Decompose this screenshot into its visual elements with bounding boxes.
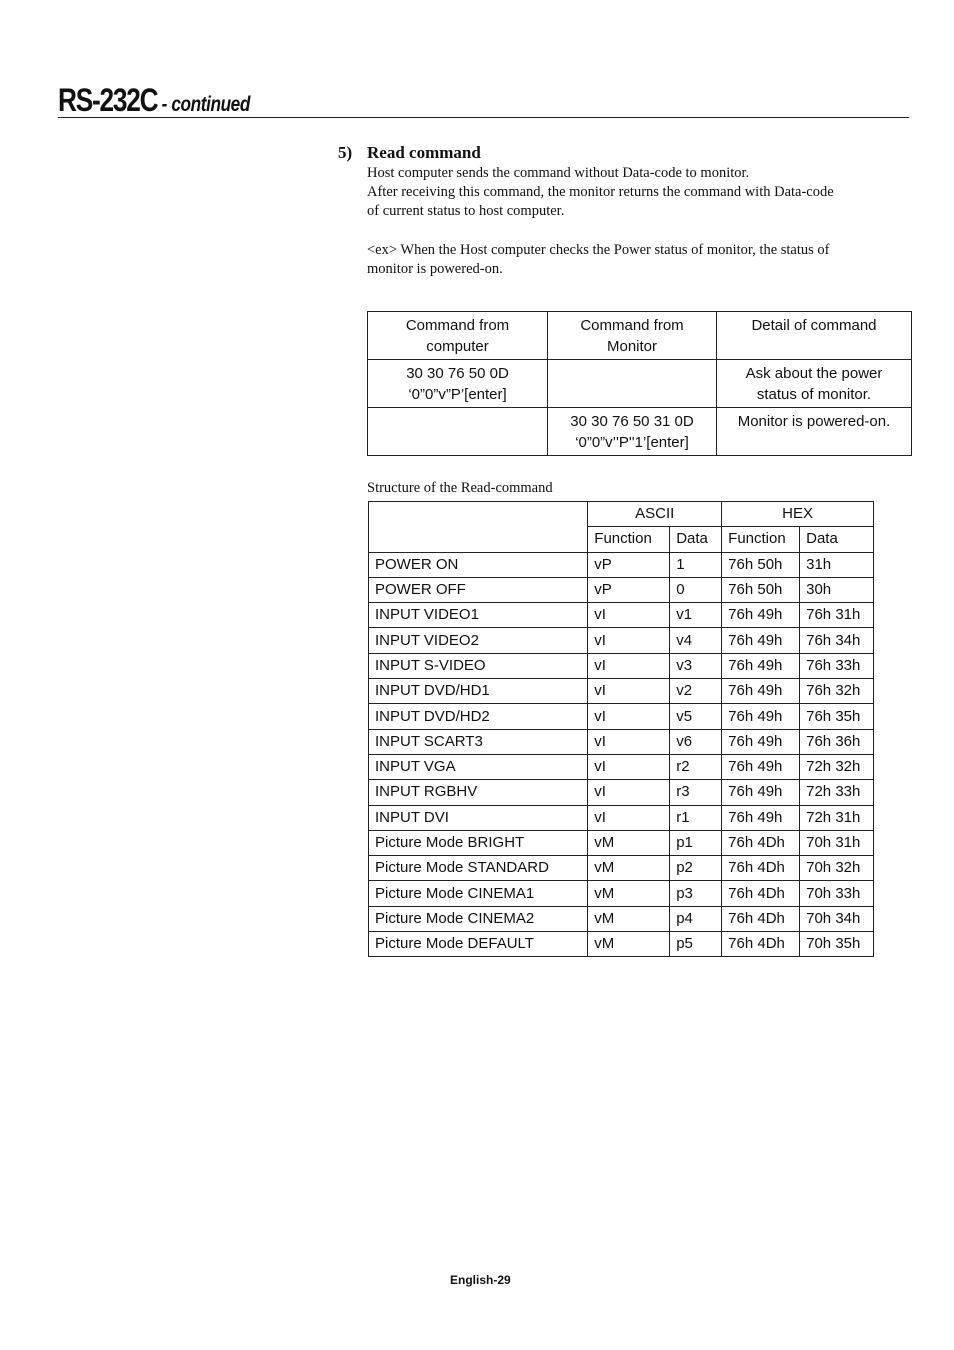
table-row: [369, 856, 874, 881]
page-title-main: RS-232C: [58, 82, 158, 118]
cell-item: INPUT RGBHV: [369, 780, 588, 805]
table-row: [369, 653, 874, 678]
cell-item: POWER ON: [369, 552, 588, 577]
table-row: [369, 830, 874, 855]
header-ascii-function: Function: [588, 527, 670, 552]
body-line: of current status to host computer.: [367, 203, 565, 220]
cell-ascii-data: p4: [670, 906, 722, 931]
cell-line: ‘0”0”v’'P''1’[enter]: [575, 434, 689, 451]
cell-hex-data: 70h 35h: [800, 932, 874, 957]
cell-hex-function: 76h 4Dh: [722, 881, 800, 906]
cell-ascii-data: p1: [670, 830, 722, 855]
cell-hex-data: 70h 33h: [800, 881, 874, 906]
cell-line: 30 30 76 50 31 0D: [570, 413, 694, 430]
cell-hex-data: 76h 34h: [800, 628, 874, 653]
cell-monitor-command: [548, 360, 717, 408]
paragraph-gap: [367, 222, 898, 241]
header-hex-data: Data: [800, 527, 874, 552]
cell-ascii-function: vI: [588, 628, 670, 653]
header-line: Command from: [580, 317, 684, 334]
cell-line: status of monitor.: [756, 386, 872, 403]
table-row: [369, 577, 874, 602]
cell-ascii-data: r2: [670, 754, 722, 779]
example-line: monitor is powered-on.: [367, 260, 503, 277]
table-row: [369, 552, 874, 577]
command-table: [367, 311, 912, 456]
cell-item: INPUT DVI: [369, 805, 588, 830]
structure-group-header-row: [369, 502, 874, 527]
cell-ascii-function: vM: [588, 906, 670, 931]
cell-hex-data: 70h 31h: [800, 830, 874, 855]
body-line: Host computer sends the command without Data-code to monitor.: [367, 165, 750, 181]
cell-computer-command: [368, 360, 548, 408]
section-title: Read command: [367, 143, 481, 162]
cell-hex-function: 76h 4Dh: [722, 856, 800, 881]
cell-computer-command: [368, 408, 548, 456]
cell-ascii-data: v1: [670, 603, 722, 628]
cell-monitor-command: [548, 408, 717, 456]
table-row: [369, 628, 874, 653]
cell-line: Ask about the power: [745, 365, 883, 382]
cell-ascii-data: r1: [670, 805, 722, 830]
cell-item: Picture Mode STANDARD: [369, 856, 588, 881]
cell-ascii-data: p2: [670, 856, 722, 881]
cell-hex-data: 76h 33h: [800, 653, 874, 678]
structure-table-body: [369, 552, 874, 957]
cell-ascii-data: p5: [670, 932, 722, 957]
table-row: [369, 805, 874, 830]
cell-ascii-function: vM: [588, 932, 670, 957]
cell-hex-function: 76h 49h: [722, 754, 800, 779]
structure-table: [368, 501, 874, 957]
command-table-row: [368, 408, 912, 456]
cell-hex-data: 76h 32h: [800, 679, 874, 704]
cell-ascii-function: vI: [588, 603, 670, 628]
cell-hex-data: 72h 33h: [800, 780, 874, 805]
table-row: [369, 729, 874, 754]
header-hex: HEX: [722, 502, 874, 527]
cell-ascii-function: vP: [588, 577, 670, 602]
cell-hex-function: 76h 4Dh: [722, 906, 800, 931]
cell-item: INPUT DVD/HD1: [369, 679, 588, 704]
header-line: Command from: [405, 317, 510, 334]
cell-item: Picture Mode DEFAULT: [369, 932, 588, 957]
table-row: [369, 881, 874, 906]
section-number: 5): [338, 143, 353, 162]
cell-item: INPUT DVD/HD2: [369, 704, 588, 729]
cell-item: INPUT SCART3: [369, 729, 588, 754]
page-header: [58, 84, 909, 118]
cell-ascii-function: vI: [588, 679, 670, 704]
cell-ascii-data: v4: [670, 628, 722, 653]
header-detail-of-command: [717, 312, 912, 360]
cell-hex-data: 30h: [800, 577, 874, 602]
command-table-row: [368, 360, 912, 408]
cell-hex-data: 31h: [800, 552, 874, 577]
cell-hex-function: 76h 49h: [722, 704, 800, 729]
page-number: English-29: [450, 1273, 511, 1287]
header-hex-function: Function: [722, 527, 800, 552]
cell-line: Monitor is powered-on.: [737, 413, 891, 430]
section-body: [367, 164, 898, 279]
cell-item: Picture Mode CINEMA2: [369, 906, 588, 931]
table-row: [369, 603, 874, 628]
page-title: [58, 82, 250, 119]
cell-ascii-data: 0: [670, 577, 722, 602]
cell-hex-data: 76h 31h: [800, 603, 874, 628]
cell-hex-data: 72h 31h: [800, 805, 874, 830]
cell-item: INPUT VIDEO2: [369, 628, 588, 653]
table-row: [369, 780, 874, 805]
header-ascii-data: Data: [670, 527, 722, 552]
cell-ascii-function: vI: [588, 653, 670, 678]
cell-ascii-function: vI: [588, 754, 670, 779]
cell-item: INPUT S-VIDEO: [369, 653, 588, 678]
cell-ascii-data: v6: [670, 729, 722, 754]
cell-hex-data: 72h 32h: [800, 754, 874, 779]
header-command-from-computer: [368, 312, 548, 360]
cell-hex-function: 76h 49h: [722, 679, 800, 704]
body-line: After receiving this command, the monitor returns the command with Data-code: [367, 184, 834, 201]
table-row: [369, 704, 874, 729]
table-row: [369, 754, 874, 779]
cell-hex-data: 70h 34h: [800, 906, 874, 931]
cell-hex-data: 76h 35h: [800, 704, 874, 729]
cell-hex-function: 76h 49h: [722, 603, 800, 628]
cell-item: POWER OFF: [369, 577, 588, 602]
table-row: [369, 932, 874, 957]
section-heading: [338, 142, 898, 164]
cell-ascii-data: r3: [670, 780, 722, 805]
cell-hex-function: 76h 50h: [722, 552, 800, 577]
cell-hex-data: 70h 32h: [800, 856, 874, 881]
cell-ascii-function: vM: [588, 881, 670, 906]
header-ascii: ASCII: [588, 502, 722, 527]
structure-table-caption: Structure of the Read-command: [367, 480, 553, 496]
header-line: computer: [426, 338, 489, 355]
table-row: [369, 906, 874, 931]
cell-ascii-data: v5: [670, 704, 722, 729]
header-line: Monitor: [606, 338, 658, 355]
cell-ascii-data: p3: [670, 881, 722, 906]
cell-item: Picture Mode BRIGHT: [369, 830, 588, 855]
cell-hex-data: 76h 36h: [800, 729, 874, 754]
cell-hex-function: 76h 49h: [722, 653, 800, 678]
cell-ascii-function: vI: [588, 729, 670, 754]
cell-hex-function: 76h 49h: [722, 780, 800, 805]
header-blank-cell: [369, 502, 588, 553]
cell-hex-function: 76h 4Dh: [722, 830, 800, 855]
page-title-subtitle: - continued: [157, 93, 250, 116]
cell-ascii-function: vP: [588, 552, 670, 577]
cell-line: ‘0”0”v”P’[enter]: [408, 386, 507, 403]
example-line: <ex> When the Host computer checks the Power status of monitor, the status of: [367, 241, 830, 258]
cell-ascii-data: v3: [670, 653, 722, 678]
cell-hex-function: 76h 49h: [722, 729, 800, 754]
cell-hex-function: 76h 50h: [722, 577, 800, 602]
cell-item: INPUT VIDEO1: [369, 603, 588, 628]
header-line: Detail of command: [751, 317, 877, 334]
table-row: [369, 679, 874, 704]
cell-ascii-function: vI: [588, 805, 670, 830]
cell-detail: [717, 408, 912, 456]
cell-ascii-function: vM: [588, 830, 670, 855]
cell-ascii-function: vM: [588, 856, 670, 881]
cell-item: INPUT VGA: [369, 754, 588, 779]
cell-hex-function: 76h 49h: [722, 805, 800, 830]
cell-line: 30 30 76 50 0D: [406, 365, 509, 382]
cell-ascii-function: vI: [588, 780, 670, 805]
cell-ascii-data: 1: [670, 552, 722, 577]
cell-ascii-function: vI: [588, 704, 670, 729]
cell-hex-function: 76h 4Dh: [722, 932, 800, 957]
read-command-section: [338, 142, 898, 279]
cell-ascii-data: v2: [670, 679, 722, 704]
cell-item: Picture Mode CINEMA1: [369, 881, 588, 906]
header-command-from-monitor: [548, 312, 717, 360]
command-table-header-row: [368, 312, 912, 360]
cell-hex-function: 76h 49h: [722, 628, 800, 653]
cell-detail: [717, 360, 912, 408]
